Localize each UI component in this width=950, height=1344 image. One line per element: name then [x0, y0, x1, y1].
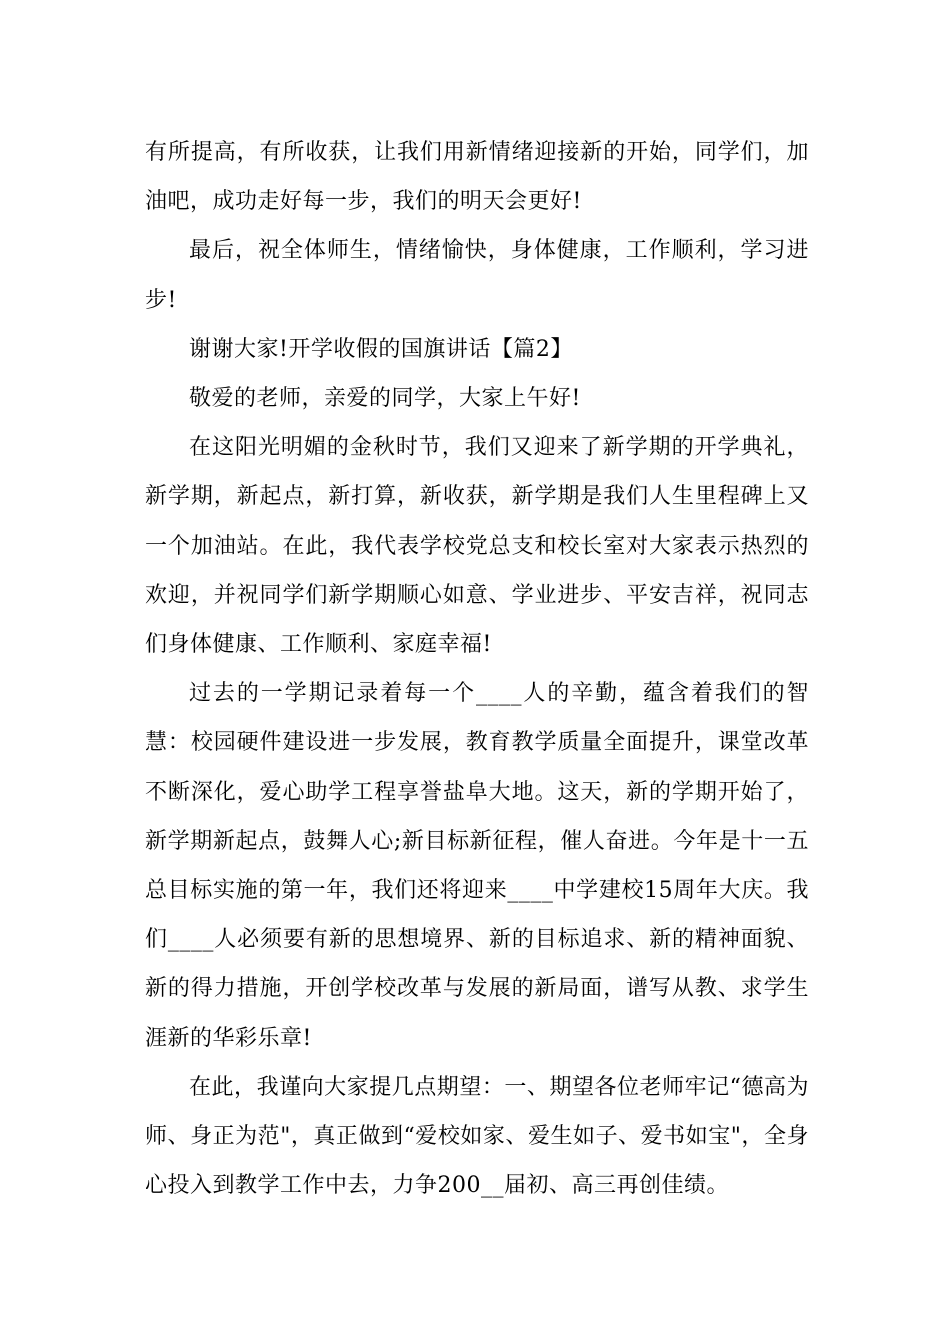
paragraph-greeting: 敬爱的老师，亲爱的同学，大家上午好! — [189, 386, 581, 412]
document-body — [145, 128, 809, 1210]
paragraph-thanks-heading: 谢谢大家!开学收假的国旗讲话【篇2】 — [189, 336, 573, 362]
paragraph-closing-wish: 最后，祝全体师生，情绪愉快，身体健康，工作顺利，学习进步! — [145, 238, 809, 313]
paragraph-expectations: 在此，我谨向大家提几点期望：一、期望各位老师牢记“德高为师、身正为范"，真正做到“爱校如家、爱生如子、爱书如宝"，全身心投入到教学工作中去，力争200__届初、高三再创佳绩。 — [145, 1074, 809, 1199]
paragraph-review: 过去的一学期记录着每一个____人的辛勤，蕴含着我们的智慧：校园硬件建设进一步发展，教育教学质量全面提升，课堂改革不断深化，爱心助学工程享誉盐阜大地。这天，新的学期开始了，新学期新起点，鼓舞人心;新目标新征程，催人奋进。今年是十一五总目标实施的第一年，我们还将迎来____中学建校15周年大庆。我们____人必须要有新的思想境界、新的目标追求、新的精神面貌、新的得力措施，开创学校改革与发展的新局面，谱写从教、求学生涯新的华彩乐章! — [145, 681, 809, 1051]
paragraph-opening: 在这阳光明媚的金秋时节，我们又迎来了新学期的开学典礼，新学期，新起点，新打算，新收获，新学期是我们人生里程碑上又一个加油站。在此，我代表学校党总支和校长室对大家表示热烈的欢迎，并祝同学们新学期顺心如意、学业进步、平安吉祥，祝同志们身体健康、工作顺利、家庭幸福! — [145, 435, 809, 658]
paragraph-continuation: 有所提高，有所收获，让我们用新情绪迎接新的开始，同学们，加油吧，成功走好每一步，我们的明天会更好! — [145, 140, 809, 215]
